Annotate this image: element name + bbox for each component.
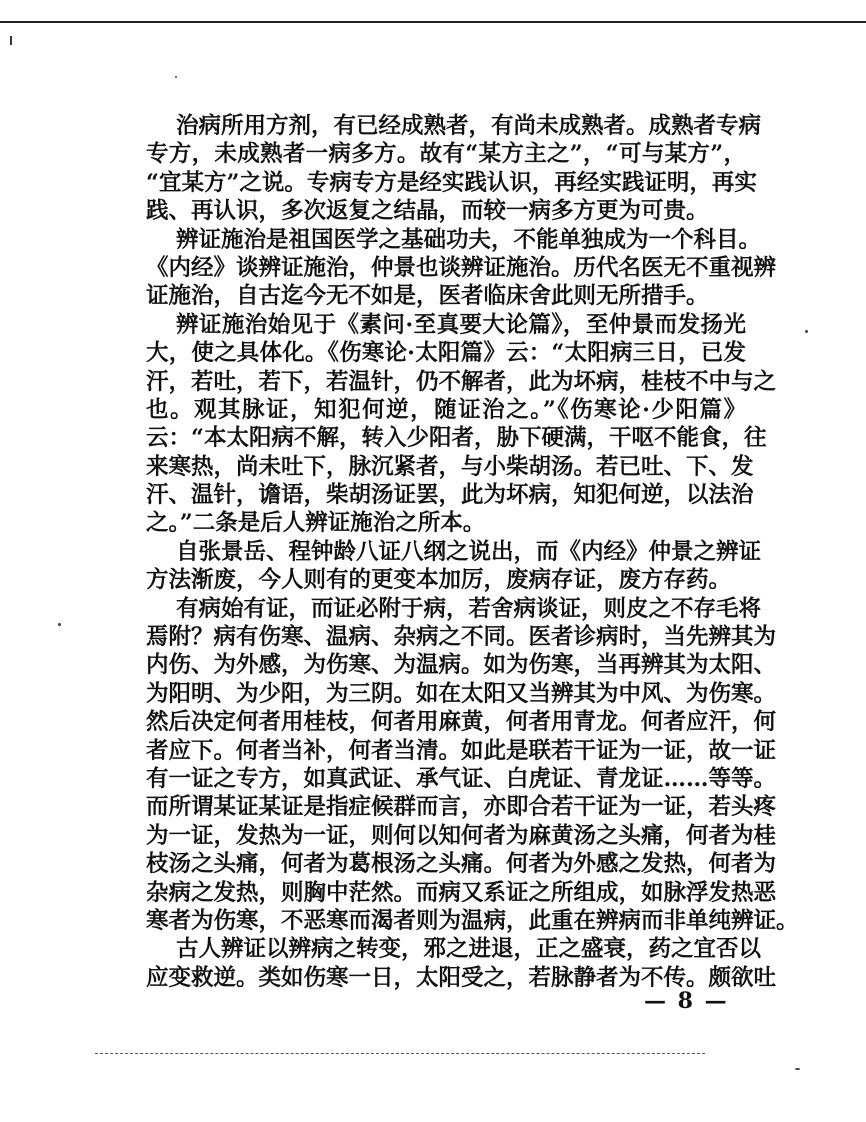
- text-line: 自张景岳、程钟龄八证八纲之说出，而《内经》仲景之辨证: [176, 538, 762, 565]
- text-line: 云：“本太阳病不解，转入少阳者，胁下硬满，干呕不能食，往: [146, 425, 767, 452]
- text-line: 专方，未成熟者一病多方。故有“某方主之”，“可与某方”，: [146, 141, 746, 168]
- text-line: 为一证，发热为一证，则何以知何者为麻黄汤之头痛，何者为桂: [146, 822, 777, 849]
- text-line: 证施治，自古迄今无不如是，医者临床舍此则无所措手。: [146, 283, 709, 310]
- text-line: 寒者为伤寒，不恶寒而渴者则为温病，此重在辨病而非单纯辨证。: [146, 907, 799, 934]
- text-line: 来寒热，尚未吐下，脉沉紧者，与小柴胡汤。若已吐、下、发: [146, 453, 754, 480]
- text-line: “宜某方”之说。专病专方是经实践认识，再经实践证明，再实: [146, 169, 757, 196]
- text-line: 而所谓某证某证是指症候群而言，亦即合若干证为一证，若头疼: [146, 794, 777, 821]
- text-line: 枝汤之头痛，何者为葛根汤之头痛。何者为外感之发热，何者为: [146, 851, 777, 878]
- text-line: 有病始有证，而证必附于病，若舍病谈证，则皮之不存毛将: [176, 595, 762, 622]
- text-line: 焉附？病有伤寒、温病、杂病之不同。医者诊病时，当先辨其为: [146, 624, 777, 651]
- text-line: 杂病之发热，则胸中茫然。而病又系证之所组成，如脉浮发热恶: [146, 879, 777, 906]
- text-line: 践、再认识，多次返复之结晶，而较一病多方更为可贵。: [146, 198, 709, 225]
- text-line: 有一证之专方，如真武证、承气证、白虎证、青龙证……等等。: [146, 765, 777, 792]
- scan-speck: [58, 623, 61, 626]
- text-line: 汗，若吐，若下，若温针，仍不解者，此为坏病，桂枝不中与之: [146, 368, 777, 395]
- text-line: 大，使之具体化。《伤寒论·太阳篇》云：“太阳病三日，已发: [146, 340, 746, 367]
- text-line: 《内经》谈辨证施治，仲景也谈辨证施治。历代名医无不重视辨: [146, 254, 777, 281]
- text-line: 辨证施治是祖国医学之基础功夫，不能单独成为一个科目。: [176, 226, 762, 253]
- text-line: 治病所用方剂，有已经成熟者，有尚未成熟者。成熟者专病: [176, 113, 762, 139]
- text-line: 古人辨证以辨病之转变，邪之进退，正之盛衰，药之宜否以: [176, 936, 762, 963]
- scan-speck: [805, 330, 808, 333]
- text-line: 汗、温针，谵语，柴胡汤证罢，此为坏病，知犯何逆，以法治: [146, 482, 754, 509]
- text-line: 为阳明、为少阳，为三阴。如在太阳又当辨其为中风、为伤寒。: [146, 680, 777, 707]
- text-line: 应变救逆。类如伤寒一日，太阳受之，若脉静者为不传。颇欲吐: [146, 964, 777, 991]
- text-line: 内伤、为外感，为伤寒、为温病。如为伤寒，当再辨其为太阳、: [146, 652, 777, 679]
- text-line: 之。”二条是后人辨证施治之所本。: [146, 510, 486, 537]
- top-border-rule: [0, 21, 866, 23]
- text-line: 方法渐废，今人则有的更变本加厉，废病存证，废方存药。: [146, 567, 732, 594]
- text-line: 辨证施治始见于《素问·至真要大论篇》，至仲景而发扬光: [176, 311, 746, 338]
- scan-speck: [795, 1068, 800, 1070]
- text-line: 者应下。何者当补，何者当清。如此是联若干证为一证，故一证: [146, 737, 777, 764]
- scan-mark: [10, 36, 12, 45]
- text-line: 也。观其脉证，知犯何逆，随证治之。”《伤寒论·少阳篇》: [146, 396, 746, 423]
- page-number: — 8 —: [644, 988, 729, 1014]
- bottom-border-rule: [95, 1053, 705, 1054]
- body-text: [146, 112, 799, 992]
- text-line: 然后决定何者用桂枝，何者用麻黄，何者用青龙。何者应汗，何: [146, 709, 777, 736]
- scan-speck: [175, 76, 177, 78]
